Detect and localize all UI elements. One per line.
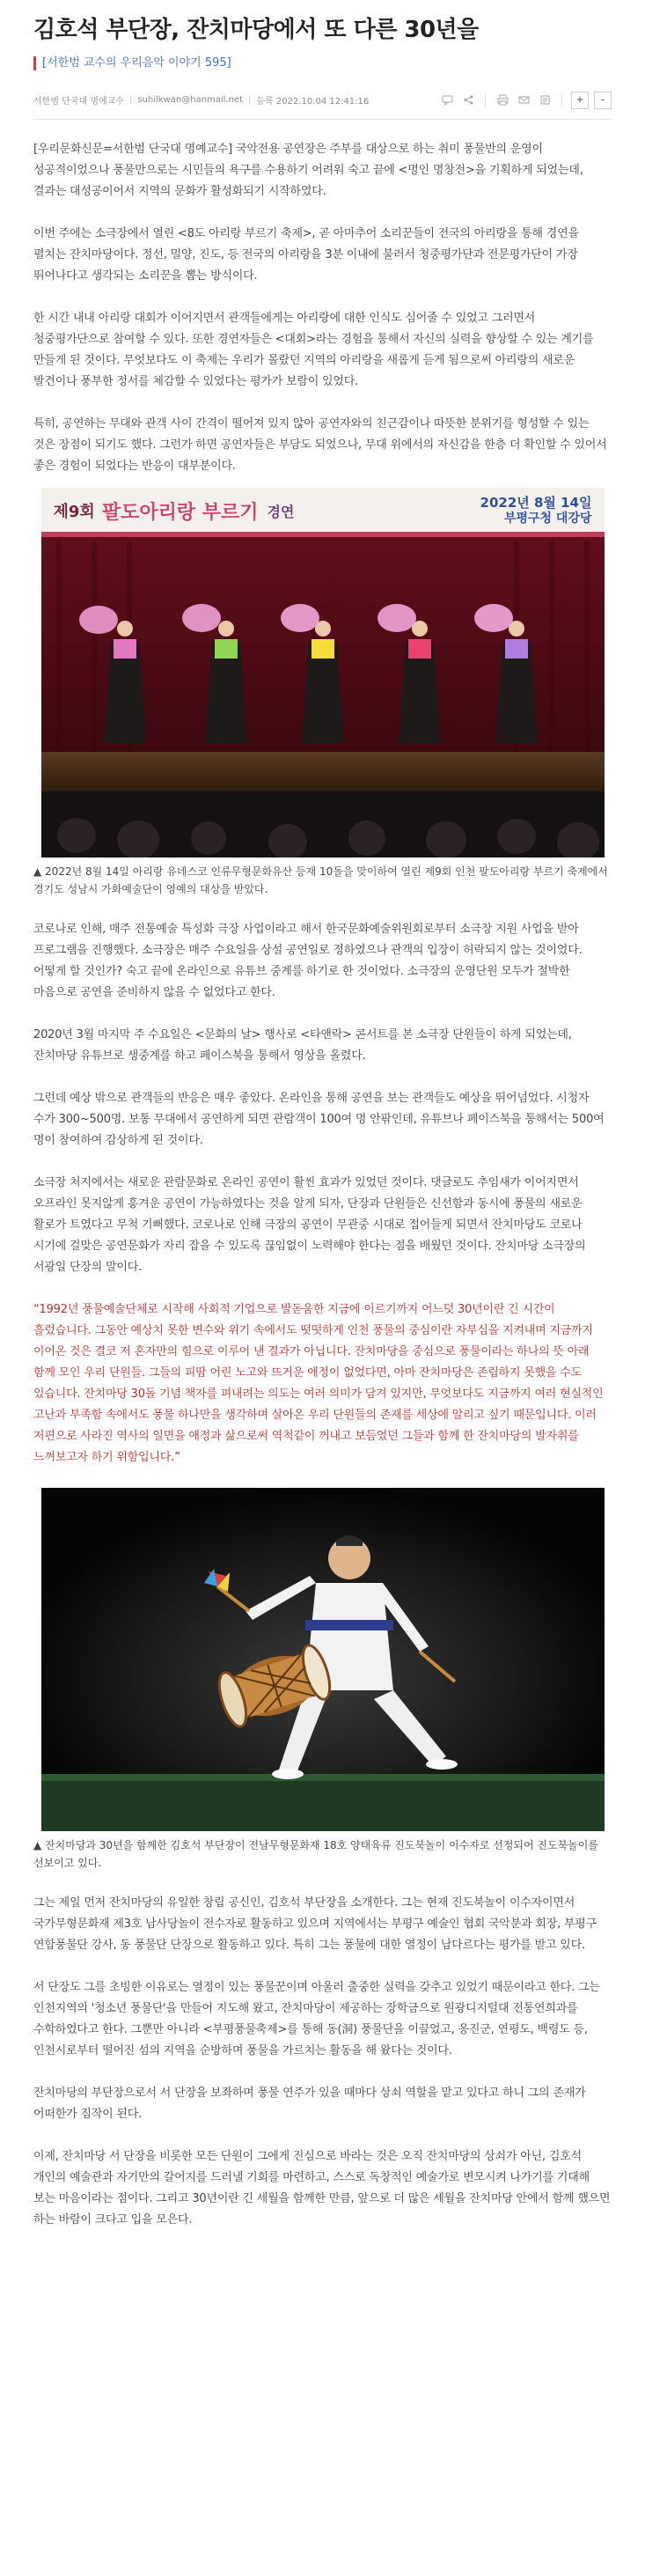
article-paragraph: 한 시간 내내 아리랑 대회가 이어지면서 관객들에게는 아리랑에 대한 인식도 심어줄 수 있었고 그러면서 청중평가단으로 참여할 수 있다. 또한 경연자들은 <대회>라는 경험을 통해서 자신의 실력을 향상할 수 있는 계기를 만들게 된 것이다. 무엇보다도 이 축제는 우리가 몰랐던 지역의 아리랑을 새롭게 듣게 됨으로써 아리랑의 새로운 발견이나 풍부한 정서를 체감할 수 있었다는 평가가 보람이 있었다. — [33, 312, 594, 388]
figure-caption: ▲ 2022년 8월 14일 아리랑 유네스코 인류무형문화유산 등재 10돌을 맞이하여 열린 제9회 인천 팔도아리랑 부르기 축제에서 경기도 성남시 가화예술단이 영예의 대상을 받았다. — [33, 865, 608, 895]
article-paragraph: 잔치마당의 부단장으로서 서 단장을 보좌하며 풍물 연주가 있을 때마다 상쇠 역할을 맡고 있다고 하니 그의 존재가 어떠한가 짐작이 된다. — [33, 2087, 586, 2121]
print-icon[interactable] — [495, 92, 510, 108]
article-paragraph: 그는 제일 먼저 잔치마당의 유일한 창립 공신인, 김호석 부단장을 소개한다. 그는 현재 진도북놀이 이수자이면서 국가무형문화재 제3호 남사당놀이 전수자로 활동하고 있으며 지역에서는 부평구 예술인 협회 국악분과 회장, 부평구 연합풍물단 강사, 동 풍물단 단장으로 활동하고 있다. 특히 그는 풍물에 대한 열정이 남다르다는 평가를 받고 있다. — [33, 1896, 597, 1952]
article-subtitle: [서한범 교수의 우리음악 이야기 595] — [33, 56, 612, 70]
url-copy-icon[interactable] — [537, 92, 553, 108]
font-size-up-button[interactable]: + — [571, 92, 589, 109]
figure-caption: ▲ 잔치마당과 30년을 함께한 김호석 부단장이 전남무형문화재 18호 양태육류 진도북놀이 이수자로 선정되어 진도북놀이를 선보이고 있다. — [33, 1839, 598, 1869]
article-meta — [33, 90, 612, 120]
article-paragraph: 이제, 잔치마당 서 단장을 비롯한 모든 단원이 그에게 진심으로 바라는 것은 오직 잔치마당의 상쇠가 아닌, 김호석 개인의 예술관과 자기만의 갈어지를 드러낼 기회를 마련하고, 스스로 독창적인 예술가로 변모시켜 나가기를 기대해 보는 마음이라는 점이다. 그리고 30년이란 긴 세월을 함께한 만큼, 앞으로 더 많은 세월을 잔치마당 안에서 함께 했으면 하는 바람이 크다고 입을 모은다. — [33, 2150, 611, 2226]
festival-banner — [41, 488, 605, 534]
article-paragraph: 그런데 예상 밖으로 관객들의 반응은 매우 좋았다. 온라인을 통해 공연을 보는 관객들도 예상을 뛰어넘었다. 시청자 수가 300~500명. 보통 무대에서 공연하게 되면 관람객이 100여 명 안팎인데, 유튜브나 페이스북을 통해서는 500여 명이 참여하여 감상하게 된 것이다. — [33, 1092, 605, 1147]
email-icon[interactable] — [516, 92, 531, 108]
article-title: 김호석 부단장, 잔치마당에서 또 다른 30년을 — [33, 17, 479, 43]
tool-divider — [485, 94, 486, 107]
publish-date: 등록 2022.10.04 12:41:16 — [256, 97, 370, 107]
banner-date: 2022년 8월 14일 — [480, 495, 592, 511]
article-paragraph: 서 단장도 그를 초빙한 이유로는 열정이 있는 풍물꾼이며 아울러 출중한 실력을 갖추고 있었기 때문이라고 한다. 그는 인천지역의 '청소년 풍물단'을 만들어 지도해 왔고, 잔치마당이 제공하는 장학금으로 원광디지털대 전통연희과를 수학하였다고 한다. 그뿐만 아니라 <부평풍물축제>를 통해 동(洞) 풍물단을 이끌었고, 옹진군, 연평도, 백령도 등, 인천시로부터 떨어진 섬의 지역을 순방하며 풍물을 가르치는 활동을 해 왔다는 것이다. — [33, 1981, 600, 2057]
article-paragraph: 코로나로 인해, 매주 전통예술 특성화 극장 사업이라고 해서 한국문화예술위원회로부터 소극장 지원 사업을 받아 프로그램을 진행했다. 소극장은 매주 수요일을 상설 공연일로 정하였으나 관객의 입장이 허락되지 않는 것이었다. 어떻게 할 것인가? 숙고 끝에 온라인으로 유튜브 중계를 하기로 한 것이었다. 소극장의 운영단원 모두가 절박한 마음으로 공연을 준비하지 않을 수 없었다고 한다. — [33, 923, 583, 999]
meta-divider: | — [248, 95, 252, 105]
festival-photo — [41, 488, 605, 857]
article-body — [33, 139, 612, 2231]
banner-festival-name: 팔도아리랑 부르기 — [101, 501, 259, 524]
author-name: 서한범 단국대 명예교수 — [33, 97, 124, 107]
article-paragraph: 소극장 처지에서는 새로운 관람문화로 온라인 공연이 활씬 효과가 있었던 것이다. 댓글로도 추임새가 이어지면서 오프라인 못지않게 흥겨운 공연이 가능하였다는 것을 알게 되자, 단장과 단원들은 신선함과 동시에 풍물의 새로운 활로가 트였다고 무척 기뻐했다. 코로나로 인해 극장의 공연이 무관중 시대로 접어들게 되면서 잔치마당도 코로나 시기에 걸맞은 공연문화가 자리 잡을 수 있도록 끊임없이 노력해야 한다는 점을 배웠던 것이다. 잔치마당 소극장의 서광일 단장의 말이다. — [33, 1176, 586, 1274]
article-paragraph: 이번 주에는 소극장에서 열린 <8도 아리랑 부르기 축제>, 곧 아마추어 소리꾼들이 전국의 아리랑을 통해 경연을 펼치는 잔치마당이다. 정선, 밀양, 진도, 등 전국의 아리랑을 3분 이내에 불러서 청중평가단과 전문평가단이 가장 뛰어나다고 생각되는 소리꾼을 뽑는 방식이다. — [33, 227, 579, 283]
figure-arirang-festival — [33, 488, 612, 898]
figure-jindo-bukgnori — [33, 1488, 612, 1872]
font-size-down-button[interactable]: - — [594, 92, 612, 109]
article-paragraph: 2020년 3월 마지막 주 수요일은 <문화의 날> 행사로 <타앤락> 콘서트를 본 소극장 단원들이 하게 되었는데, 잔치마당 유튜브로 생중계를 하고 페이스북을 통해서 영상을 올렸다. — [33, 1028, 572, 1063]
quote-paragraph: “1992년 풍물예술단체로 시작해 사회적 기업으로 발돋움한 지금에 이르기까지 어느덧 30년이란 긴 시간이 흘렀습니다. 그동안 예상치 못한 변수와 위기 속에서도 떳떳하게 인천 풍물의 중심이란 자부심을 지켜내며 지금까지 이어온 것은 결코 저 혼자만의 힘으로 이루어 낸 결과가 아닙니다. 잔치마당을 중심으로 풍물이라는 하나의 뜻 아래 함께 모인 우리 단원들. 그들의 피땀 어린 노고와 뜨거운 애정이 없었다면, 아마 잔치마당은 존립하지 못했을 수도 있습니다. 잔치마당 30돌 기념 책자를 펴내려는 의도는 여러 의미가 담겨 있지만, 무엇보다도 지금까지 여러 현실적인 고난과 부족함 속에서도 풍물 하나만을 생각하며 살아온 우리 단원들의 존재를 세상에 알리고 싶기 때문입니다. 이러 저편으로 사라진 역사의 일면을 애정과 삶으로써 역척같이 꺼내고 보듬었던 그들과 함께 한 잔치마당의 발자취를 느껴보고자 하기 위함입니다.” — [33, 1303, 604, 1464]
meta-divider: | — [128, 95, 133, 105]
tool-divider — [561, 94, 562, 107]
banner-place: 부평구청 대강당 — [503, 512, 592, 526]
performer-photo — [41, 1488, 605, 1831]
share-icon[interactable] — [460, 92, 476, 108]
banner-edition: 제9회 — [53, 503, 95, 521]
article-paragraph: [우리문화신문=서한범 단국대 명예교수] 국악전용 공연장은 주부를 대상으로 하는 취미 풍물반의 운영이 성공적이었으나 풍물만으로는 시민들의 욕구를 수용하기 어려워 숙고 끝에 <명인 명창전>을 기획하게 되었는데, 결과는 대성공이어서 지역의 문화가 활성화되기 시작하였다. — [33, 143, 583, 198]
author-email[interactable]: suhilkwan@hanmail.net — [137, 95, 244, 105]
banner-subtitle: 경연 — [267, 503, 295, 520]
article-paragraph: 특히, 공연하는 무대와 관객 사이 간격이 떨어져 있지 않아 공연자와의 친근감이나 따뜻한 분위기를 형성할 수 있는 것은 장점이 되기도 했다. 그런가 하면 공연자들은 부담도 되었으나, 무대 위에서의 자신감을 한층 더 확인할 수 있어서 좋은 경험이 되었다는 반응이 대부분이다. — [33, 417, 607, 473]
article-tools — [439, 92, 612, 109]
comment-icon[interactable] — [439, 92, 455, 108]
